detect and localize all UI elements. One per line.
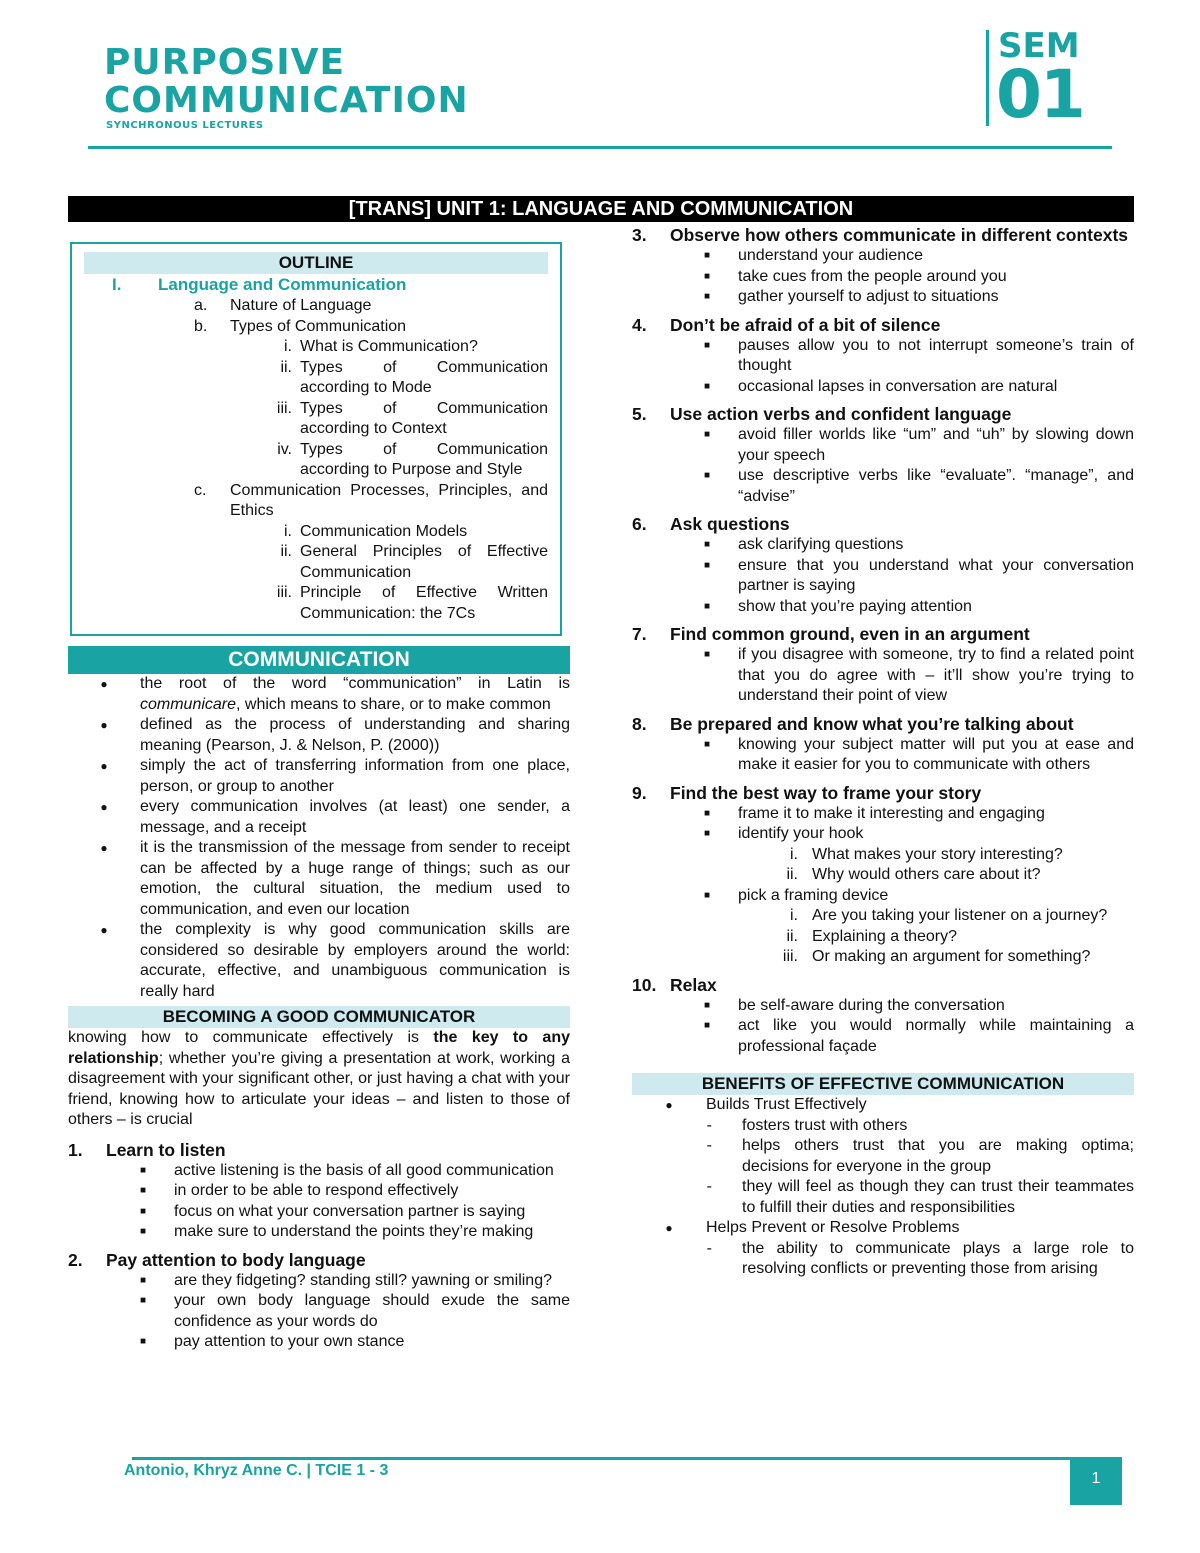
- tip-bullet: [632, 804, 1134, 825]
- tip-heading: [632, 224, 1134, 246]
- bullet-text-part: the complexity is why good communication skills are considered so desirable by employers around the world: accurate, effective, and unambiguous communication is really hard: [140, 921, 570, 1000]
- benefit-subitem-text: the ability to communicate plays a large role to resolving conflicts or preventing those from arising: [742, 1239, 1134, 1277]
- good-communicator-heading: BECOMING A GOOD COMMUNICATOR: [68, 1006, 570, 1028]
- outline-item-text: Nature of Language: [230, 297, 372, 314]
- square-bullet-icon: ■: [703, 828, 710, 839]
- outline-item: [84, 358, 548, 399]
- footer-author: Antonio, Khryz Anne C. | TCIE 1 - 3: [124, 1462, 389, 1479]
- course-title: [104, 44, 469, 120]
- tip-heading: [632, 782, 1134, 804]
- tip-bullet-text: ensure that you understand what your conversation partner is saying: [738, 556, 1134, 594]
- tip-bullet-text: active listening is the basis of all good communication: [174, 1161, 554, 1179]
- tip-bullet-text: pauses allow you to not interrupt someone’s train of thought: [738, 336, 1134, 374]
- square-bullet-icon: ■: [703, 559, 710, 571]
- square-bullet-icon: ■: [703, 999, 710, 1011]
- communication-bullets: [68, 674, 570, 1002]
- square-bullet-icon: ■: [703, 380, 710, 392]
- benefit-subitem-text: helps others trust that you are making optima; decisions for everyone in the group: [742, 1137, 1134, 1175]
- tip-bullet-text: pay attention to your own stance: [174, 1333, 405, 1350]
- benefits-list: [632, 1095, 1134, 1280]
- tip-subitem-text: What makes your story interesting?: [812, 845, 1063, 863]
- tip-bullet: [68, 1271, 570, 1292]
- square-bullet-icon: ■: [703, 339, 710, 351]
- tip-title: Observe how others communicate in different contexts: [670, 225, 1129, 245]
- tip-title: Learn to listen: [106, 1139, 226, 1160]
- intro-bold-text: the key to any relationship: [68, 1029, 571, 1067]
- bullet-text-part: defined as the process of understanding and sharing meaning (Pearson, J. & Nelson, P. (2000)): [140, 716, 570, 754]
- dash-marker: -: [706, 1116, 712, 1134]
- outline-item: [84, 542, 548, 583]
- dash-marker: -: [706, 1178, 712, 1195]
- tip-subitem: [632, 906, 1134, 927]
- square-bullet-icon: ■: [703, 807, 710, 819]
- communication-bullet: [68, 920, 570, 1002]
- outline-item-text: Types of Communication according to Purpose and Style: [300, 440, 548, 478]
- tip-bullet-text: pick a framing device: [738, 886, 889, 904]
- tip-bullet-text: frame it to make it interesting and engaging: [738, 804, 1045, 822]
- tip-bullet: [632, 996, 1134, 1017]
- benefit-text: Builds Trust Effectively: [706, 1096, 867, 1113]
- tip-bullet-text: if you disagree with someone, try to find a related point that you do agree with – it’ll show you’re trying to understand their point of view: [738, 646, 1134, 704]
- outline-item: [84, 317, 548, 338]
- outline-item: [84, 274, 548, 296]
- header-rule: [88, 146, 1112, 149]
- benefit-subitem-text: fosters trust with others: [742, 1116, 908, 1134]
- tip-bullet-text: identify your hook: [738, 825, 864, 842]
- tip-title: Be prepared and know what you’re talking about: [670, 713, 1074, 734]
- outline-item-text: Types of Communication: [230, 317, 407, 335]
- bullet-text-part: , which means to share, or to make common: [236, 695, 551, 713]
- benefit-subitem: [632, 1136, 1134, 1177]
- outline-marker: iii.: [276, 584, 292, 601]
- tip-bullet: [632, 336, 1134, 377]
- tip-bullet: [68, 1181, 570, 1202]
- outline-item: [84, 399, 548, 440]
- tip-heading: [632, 713, 1134, 735]
- tip-subitem: [632, 927, 1134, 948]
- tip-bullet: [632, 377, 1134, 398]
- tip-bullet-text: ask clarifying questions: [738, 536, 904, 553]
- bullet-text-part: it is the transmission of the message from sender to receipt can be affected by a huge range of things; such as our emotion, the cultural situation, the medium used to communication, and even our location: [140, 839, 570, 918]
- tip-bullet: [632, 645, 1134, 707]
- outline-marker: ii.: [280, 543, 292, 560]
- tip-heading: [68, 1249, 570, 1271]
- benefit-item: [632, 1095, 1134, 1116]
- outline-item-text: Language and Communication: [158, 275, 407, 294]
- communication-bullet: [68, 756, 570, 797]
- good-communicator-intro: [68, 1028, 570, 1131]
- outline-item-text: Principle of Effective Written Communication: the 7Cs: [300, 584, 548, 622]
- dash-marker: -: [706, 1239, 712, 1257]
- tip-bullet: [632, 1016, 1134, 1057]
- bullet-text: [140, 797, 570, 838]
- outline-marker: I.: [112, 275, 122, 294]
- tip-bullet: [632, 425, 1134, 466]
- tip-title: Find the best way to frame your story: [670, 782, 982, 803]
- outline-marker: i.: [284, 338, 292, 355]
- intro-text-end: ; whether you’re giving a presentation at work, working a disagreement with your significant other, or just having a chat with your friend, knowing how to articulate your ideas – and listen to those of others – is crucial: [68, 1049, 570, 1128]
- tip-bullet: [68, 1291, 570, 1332]
- tip-bullet-text: make sure to understand the points they’re making: [174, 1223, 534, 1240]
- tip-subitem-text: Or making an argument for something?: [812, 948, 1091, 965]
- square-bullet-icon: ■: [139, 1226, 146, 1237]
- page-number: 1: [1070, 1457, 1122, 1505]
- tip-subitem-text: Why would others care about it?: [812, 866, 1041, 883]
- benefit-subitem: [632, 1239, 1134, 1280]
- tip-bullet: [632, 267, 1134, 288]
- course-title-line2: COMMUNICATION: [104, 80, 469, 121]
- communication-bullet: [68, 838, 570, 920]
- square-bullet-icon: ■: [703, 889, 710, 901]
- bullet-dot-icon: ●: [100, 718, 108, 732]
- tip-number: 7.: [632, 624, 647, 644]
- tip-number: 1.: [68, 1139, 83, 1160]
- tip-title: Pay attention to body language: [106, 1249, 366, 1270]
- tip-bullet-text: understand your audience: [738, 247, 924, 264]
- tip-bullet-text: your own body language should exude the same confidence as your words do: [174, 1292, 570, 1330]
- bullet-dot-icon: ●: [100, 800, 108, 814]
- tip-bullet-text: act like you would normally while maintaining a professional façade: [738, 1017, 1134, 1055]
- tip-number: 9.: [632, 782, 647, 803]
- square-bullet-icon: ■: [703, 250, 710, 261]
- outline-box: [70, 242, 562, 636]
- right-column: [632, 224, 1134, 1280]
- communication-heading: COMMUNICATION: [68, 646, 570, 674]
- tip-bullet: [68, 1332, 570, 1353]
- roman-marker: ii.: [786, 927, 798, 945]
- bullet-text-part: the root of the word “communication” in Latin is: [140, 675, 570, 692]
- tip-bullet-text: show that you’re paying attention: [738, 597, 972, 615]
- tip-bullet-text: focus on what your conversation partner is saying: [174, 1202, 526, 1220]
- tip-bullet: [632, 597, 1134, 618]
- square-bullet-icon: ■: [703, 649, 710, 660]
- tip-subitem: [632, 947, 1134, 968]
- bullet-dot-icon: ●: [665, 1221, 673, 1235]
- tip-bullet-text: avoid filler worlds like “um” and “uh” by slowing down your speech: [738, 426, 1134, 464]
- tip-heading: [632, 974, 1134, 996]
- tip-bullet-text: in order to be able to respond effectively: [174, 1182, 459, 1199]
- tip-bullet: [68, 1202, 570, 1223]
- outline-item: [84, 440, 548, 481]
- outline-item-text: General Principles of Effective Communication: [300, 543, 548, 581]
- outline-item: [84, 583, 548, 624]
- tip-title: Ask questions: [670, 514, 790, 534]
- tip-heading: [68, 1139, 570, 1161]
- outline-item-text: Types of Communication according to Context: [300, 399, 548, 437]
- tip-bullet: [632, 886, 1134, 907]
- tip-title: Relax: [670, 974, 717, 995]
- outline-item: [84, 522, 548, 543]
- bullet-text-italic: communicare: [140, 695, 237, 713]
- footer-rule: [132, 1457, 1122, 1460]
- square-bullet-icon: ■: [139, 1164, 146, 1176]
- tip-heading: [632, 314, 1134, 336]
- square-bullet-icon: ■: [703, 470, 710, 481]
- bullet-dot-icon: ●: [665, 1098, 673, 1112]
- tip-number: 3.: [632, 225, 647, 245]
- square-bullet-icon: ■: [139, 1185, 146, 1196]
- bullet-text-part: simply the act of transferring information from one place, person, or group to another: [140, 757, 570, 795]
- bullet-text: [140, 674, 570, 715]
- tip-subitem-text: Explaining a theory?: [812, 927, 957, 945]
- tip-number: 10.: [632, 974, 657, 995]
- tip-number: 4.: [632, 314, 647, 335]
- outline-item: [84, 337, 548, 358]
- communication-bullet: [68, 715, 570, 756]
- outline-list: [84, 274, 548, 624]
- intro-text: knowing how to communicate effectively is: [68, 1029, 434, 1046]
- tip-subitem-text: Are you taking your listener on a journey?: [812, 907, 1108, 924]
- bullet-text-part: every communication involves (at least) one sender, a message, and a receipt: [140, 798, 570, 836]
- square-bullet-icon: ■: [703, 291, 710, 302]
- outline-item: [84, 296, 548, 317]
- square-bullet-icon: ■: [703, 270, 710, 282]
- tip-bullet: [632, 556, 1134, 597]
- tip-bullet: [632, 287, 1134, 308]
- tip-subitem: [632, 865, 1134, 886]
- tip-title: Find common ground, even in an argument: [670, 624, 1030, 644]
- tip-subitem: [632, 845, 1134, 866]
- outline-marker: i.: [284, 522, 292, 540]
- square-bullet-icon: ■: [139, 1205, 146, 1217]
- tip-heading: [632, 403, 1134, 425]
- course-subtitle: SYNCHRONOUS LECTURES: [106, 120, 264, 131]
- outline-marker: ii.: [280, 358, 292, 376]
- outline-marker: c.: [194, 481, 207, 499]
- bullet-text: [140, 756, 570, 797]
- sem-label: SEM: [998, 26, 1080, 66]
- bullet-text: [140, 715, 570, 756]
- roman-marker: i.: [790, 907, 798, 924]
- tip-bullet: [632, 824, 1134, 845]
- tip-number: 6.: [632, 514, 647, 534]
- tip-bullet-text: occasional lapses in conversation are natural: [738, 377, 1058, 395]
- sem-number: 01: [996, 56, 1084, 133]
- tip-number: 5.: [632, 404, 647, 424]
- benefit-subitem-text: they will feel as though they can trust their teammates to fulfill their duties and responsibilities: [742, 1178, 1134, 1216]
- benefit-text: Helps Prevent or Resolve Problems: [706, 1219, 960, 1236]
- outline-item-text: Types of Communication according to Mode: [300, 358, 548, 396]
- tip-bullet: [632, 246, 1134, 267]
- bullet-dot-icon: ●: [100, 677, 108, 691]
- tip-heading: [632, 623, 1134, 645]
- benefit-subitem: [632, 1116, 1134, 1137]
- bullet-text: [140, 838, 570, 920]
- tip-bullet: [632, 466, 1134, 507]
- square-bullet-icon: ■: [703, 738, 710, 750]
- roman-marker: i.: [790, 845, 798, 863]
- communication-bullet: [68, 674, 570, 715]
- square-bullet-icon: ■: [139, 1336, 146, 1347]
- tip-bullet-text: take cues from the people around you: [738, 267, 1007, 285]
- outline-marker: iii.: [276, 399, 292, 417]
- square-bullet-icon: ■: [703, 1020, 710, 1031]
- tip-heading: [632, 513, 1134, 535]
- tip-bullet-text: be self-aware during the conversation: [738, 996, 1005, 1014]
- dash-marker: -: [706, 1137, 712, 1154]
- outline-heading: OUTLINE: [84, 252, 548, 274]
- course-title-line1: PURPOSIVE: [104, 42, 346, 83]
- square-bullet-icon: ■: [703, 600, 710, 612]
- tip-title: Use action verbs and confident language: [670, 404, 1012, 424]
- outline-item-text: Communication Models: [300, 522, 468, 540]
- tip-bullet-text: gather yourself to adjust to situations: [738, 288, 999, 305]
- tip-bullet: [68, 1161, 570, 1182]
- tip-bullet: [632, 735, 1134, 776]
- square-bullet-icon: ■: [703, 429, 710, 440]
- square-bullet-icon: ■: [139, 1295, 146, 1306]
- tip-bullet: [632, 535, 1134, 556]
- communication-bullet: [68, 797, 570, 838]
- left-column: [68, 242, 570, 1353]
- outline-marker: b.: [194, 317, 208, 335]
- outline-item-text: What is Communication?: [300, 338, 478, 355]
- tip-bullet-text: use descriptive verbs like “evaluate”. “manage”, and “advise”: [738, 467, 1134, 505]
- square-bullet-icon: ■: [139, 1274, 146, 1286]
- bullet-text: [140, 920, 570, 1002]
- tip-bullet-text: knowing your subject matter will put you at ease and make it easier for you to communicate with others: [738, 735, 1134, 773]
- bullet-dot-icon: ●: [100, 841, 108, 855]
- tip-number: 2.: [68, 1249, 83, 1270]
- outline-item: [84, 481, 548, 522]
- outline-marker: iv.: [277, 440, 292, 458]
- tip-bullet-text: are they fidgeting? standing still? yawning or smiling?: [174, 1271, 552, 1289]
- tip-bullet: [68, 1222, 570, 1243]
- bullet-dot-icon: ●: [100, 923, 108, 937]
- roman-marker: ii.: [786, 866, 798, 883]
- tips-list-left: [68, 1139, 570, 1353]
- tip-title: Don’t be afraid of a bit of silence: [670, 314, 941, 335]
- roman-marker: iii.: [782, 948, 798, 965]
- outline-item-text: Communication Processes, Principles, and Ethics: [230, 481, 548, 519]
- tips-list-right: [632, 224, 1134, 1057]
- benefits-heading: BENEFITS OF EFFECTIVE COMMUNICATION: [632, 1073, 1134, 1095]
- benefit-subitem: [632, 1177, 1134, 1218]
- bullet-dot-icon: ●: [100, 759, 108, 773]
- document-title: [TRANS] UNIT 1: LANGUAGE AND COMMUNICATION: [68, 196, 1134, 222]
- sem-divider: [986, 30, 989, 126]
- square-bullet-icon: ■: [703, 539, 710, 550]
- outline-marker: a.: [194, 297, 208, 314]
- benefit-item: [632, 1218, 1134, 1239]
- tip-number: 8.: [632, 713, 647, 734]
